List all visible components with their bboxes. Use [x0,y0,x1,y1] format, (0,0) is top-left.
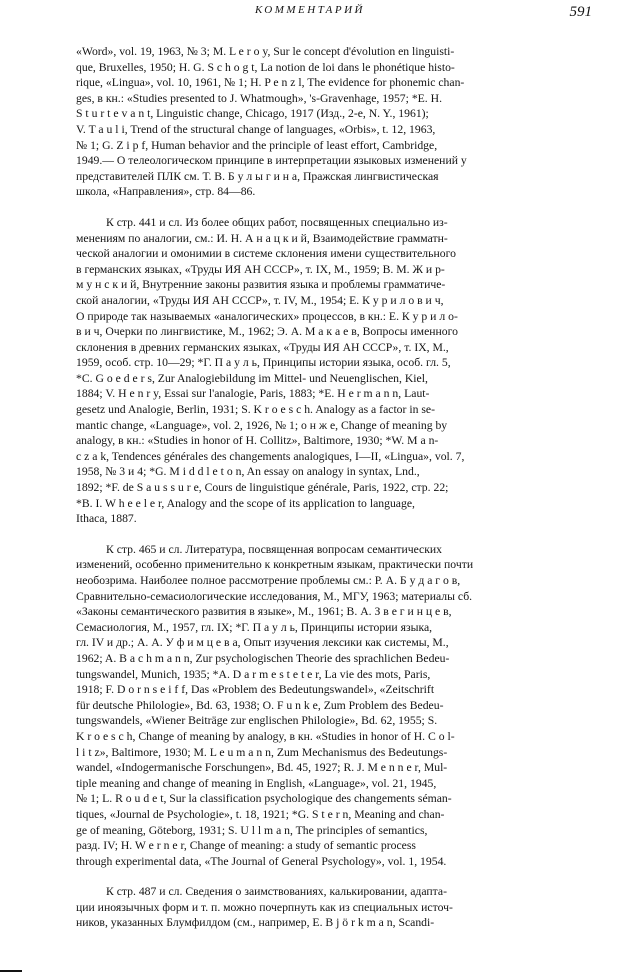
text-line: Ithaca, 1887. [76,512,137,526]
text-line: tungswandel, Munich, 1935; *A. D a r m e s t e t e r, La vie des mots, Paris, [76,667,431,681]
paragraph-analogy-references [76,215,608,527]
text-line: № 1; L. R o u d e t, Sur la classification psychologique des changements séman- [76,792,452,806]
text-line: ческой аналогии и омонимии в системе склонения имени существительного [76,247,456,261]
text-line: 1949.— О телеологическом принципе в интерпретации языковых изменений у [76,154,467,168]
text-line: К стр. 465 и сл. Литература, посвященная вопросам семантических [106,542,443,556]
text-line: *B. I. W h e e l e r, Analogy and the scope of its application to language, [76,496,415,510]
text-line: необозрима. Наиболее полное рассмотрение проблемы см.: Р. А. Б у д а г о в, [76,574,461,587]
paragraph-references-continued [76,44,608,200]
text-line: О природе так называемых «аналогических» процессов, в кн.: Е. К у р и л о- [76,309,458,323]
text-line: 1959, особ. стр. 10—29; *Г. П а у л ь, Принципы истории языка, особ. гл. 5, [76,356,451,370]
text-line: в германских языках, «Труды ИЯ АН СССР», т. IX, М., 1959; В. М. Ж и р- [76,262,445,276]
text-line: Сравнительно-семасиологические исследования, М., МГУ, 1963; материалы сб. [76,589,473,603]
text-line: c z a k, Tendences générales des changements analogiques, I—II, «Lingua», vol. 7, [76,449,465,463]
text-line: für deutsche Philologie», Bd. 63, 1938; O. F u n k e, Zum Problem des Bedeu- [76,698,444,712]
text-line: склонения в древних германских языках, «Труды ИЯ АН СССР», т. IX, М., [76,340,449,354]
text-line: разд. IV; H. W e r n e r, Change of meaning: a study of semantic process [76,839,416,853]
paragraph-semantic-change-references [76,542,608,869]
page-number: 591 [569,4,592,20]
paragraph-borrowing-references [76,884,608,931]
text-line: представителей ПЛК см. Т. В. Б у л ы г и н а, Пражская лингвистическая [76,169,439,183]
text-line: tiques, «Journal de Psychologie», t. 18, 1921; *G. S t e r n, Meaning and chan- [76,807,445,821]
paragraph-gap [76,200,608,215]
text-line: V. T a u l i, Trend of the structural change of languages, «Orbis», t. 12, 1963, [76,122,436,136]
text-line: tiple meaning and change of meaning in English, «Language», vol. 21, 1945, [76,776,437,790]
text-line: wandel, «Indogermanische Forschungen», Bd. 45, 1927; R. J. M e n n e r, Mul- [76,761,448,775]
text-line: ge of meaning, Göteborg, 1931; S. U l l m a n, The principles of semantics, [76,823,428,837]
text-line: Семасиология, М., 1957, гл. IX; *Г. П а у л ь, Принципы истории языка, [76,620,433,634]
text-line: м у н с к и й, Внутренние законы развития языка и проблемы грамматиче- [76,278,446,292]
text-line: К стр. 487 и сл. Сведения о заимствованиях, калькировании, адапта- [106,885,447,899]
text-line: гл. IV и др.; А. А. У ф и м ц е в а, Опыт изучения лексики как системы, М., [76,636,449,650]
text-line: К стр. 441 и сл. Из более общих работ, посвященных специально из- [106,215,448,229]
text-line: 1884; V. H e n r y, Essai sur l'analogie, Paris, 1883; *E. H e r m a n n, Laut- [76,387,430,401]
paragraph-gap [76,869,608,884]
text-line: through experimental data, «The Journal of General Psychology», vol. 1, 1954. [76,854,447,868]
text-line: que, Bruxelles, 1950; H. G. S c h o g t, La notion de loi dans le phonétique histo- [76,60,455,74]
text-line: школа, «Направления», стр. 84—86. [76,185,256,199]
text-line: 1918; F. D o r n s e i f f, Das «Problem des Bedeutungswandel», «Zeitschrift [76,683,435,697]
text-line: 1962; A. B a c h m a n n, Zur psychologischen Theorie des sprachlichen Bedeu- [76,651,450,665]
text-line: ников, указанных Блумфилдом (см., например, E. B j ö r k m a n, Scandi- [76,916,435,930]
text-line: в и ч, Очерки по лингвистике, М., 1962; Э. А. М а к а е в, Вопросы именного [76,325,458,339]
text-line: *C. G o e d e r s, Zur Analogiebildung im Mittel- und Neuenglischen, Kiel, [76,371,428,385]
text-line: № 1; G. Z i p f, Human behavior and the principle of least effort, Cambridge, [76,138,438,152]
text-line: gesetz und Analogie, Berlin, 1931; S. K r o e s c h. Analogy as a factor in se- [76,403,435,417]
text-line: tungswandels, «Wiener Beiträge zur englischen Philologie», Bd. 62, 1955; S. [76,714,438,728]
text-line: «Законы семантического развития в языке», М., 1961; В. А. З в е г и н ц е в, [76,605,452,619]
text-line: 1892; *F. de S a u s s u r e, Cours de linguistique générale, Paris, 1922, стр. 22; [76,481,449,495]
text-line: «Word», vol. 19, 1963, № 3; M. L e r o y, Sur le concept d'évolution en linguisti- [76,45,455,58]
text-line: analogy, в кн.: «Studies in honor of H. Collitz», Baltimore, 1930; *W. M a n- [76,434,439,448]
running-title: КОММЕНТАРИЙ [255,4,365,16]
text-line: менениям по аналогии, см.: И. Н. А н а ц к и й, Взаимодействие грамматн- [76,231,448,245]
text-line: l i t z», Baltimore, 1930; M. L e u m a n n, Zum Mechanismus des Bedeutungs- [76,745,448,759]
text-line: изменений, особенно применительно к конкретным языкам, практически почти [76,558,474,572]
text-line: ской аналогии, «Труды ИЯ АН СССР», т. IV, М., 1954; Е. К у р и л о в и ч, [76,293,444,307]
text-line: ции иноязычных форм и т. п. можно почерпнуть как из специальных источ- [76,900,453,914]
commentary-body [76,44,608,931]
text-line: mantic change, «Language», vol. 2, 1926, № 1; о н ж е, Change of meaning by [76,418,448,432]
text-line: rique, «Lingua», vol. 10, 1961, № 1; H. P e n z l, The evidence for phonemic chan- [76,76,465,90]
text-line: K r o e s c h, Change of meaning by analogy, в кн. «Studies in honor of H. C o l- [76,729,455,743]
text-line: 1958, № 3 и 4; *G. M i d d l e t o n, An essay on analogy in syntax, Lnd., [76,465,420,479]
text-line: ges, в кн.: «Studies presented to J. Whatmough», 's-Gravenhage, 1957; *E. H. [76,91,443,105]
text-line: S t u r t e v a n t, Linguistic change, Chicago, 1917 (Изд., 2-е, N. Y., 1961); [76,107,429,121]
paragraph-gap [76,527,608,542]
